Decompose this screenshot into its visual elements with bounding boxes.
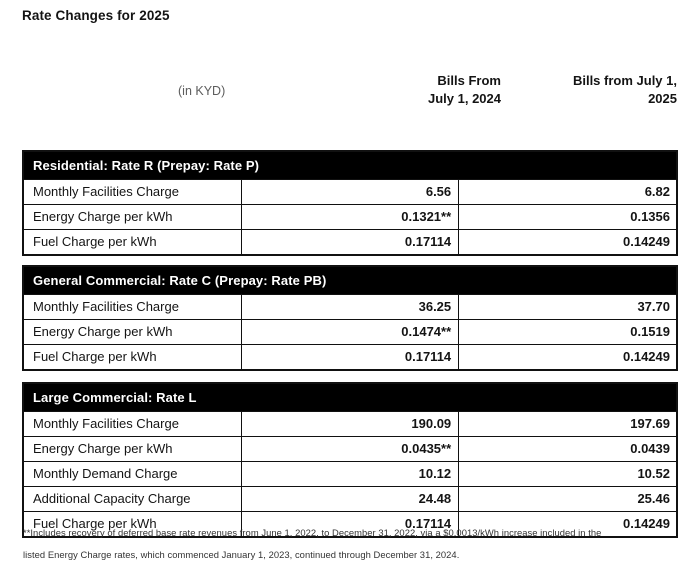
row-value-2024: 190.09: [241, 412, 458, 437]
footnote-line-1: **Includes recovery of deferred base rate revenues from June 1, 2022, to December 31, 2022, via a $0.0013/kWh increase included in the: [23, 527, 602, 538]
row-value-2024: 0.0435**: [241, 437, 458, 462]
table-row: [24, 345, 676, 370]
table-band-label: Residential: Rate R (Prepay: Rate P): [24, 152, 676, 180]
rate-table-general-commercial: [22, 265, 678, 371]
row-value-2025: 0.1356: [459, 205, 676, 230]
row-value-2025: 0.0439: [459, 437, 676, 462]
table-band-label: General Commercial: Rate C (Prepay: Rate PB): [24, 267, 676, 295]
row-label: Energy Charge per kWh: [24, 320, 241, 345]
currency-unit-label: (in KYD): [178, 84, 226, 98]
rate-table-large-commercial-grid: [24, 384, 676, 536]
row-value-2025: 37.70: [459, 295, 676, 320]
row-label: Monthly Facilities Charge: [24, 295, 241, 320]
table-band-row: [24, 152, 676, 180]
table-row: [24, 412, 676, 437]
row-value-2025: 0.1519: [459, 320, 676, 345]
rate-table-residential-body: [24, 152, 676, 254]
rate-table-residential-grid: [24, 152, 676, 254]
table-row: [24, 320, 676, 345]
row-value-2024: 6.56: [241, 180, 458, 205]
table-row: [24, 437, 676, 462]
table-row: [24, 462, 676, 487]
table-row: [24, 205, 676, 230]
table-row: [24, 180, 676, 205]
table-row: [24, 295, 676, 320]
table-band-label: Large Commercial: Rate L: [24, 384, 676, 412]
row-value-2025: 10.52: [459, 462, 676, 487]
row-value-2024: 10.12: [241, 462, 458, 487]
page-title: Rate Changes for 2025: [22, 8, 170, 23]
table-band-row: [24, 267, 676, 295]
row-label: Energy Charge per kWh: [24, 437, 241, 462]
row-value-2025: 0.14249: [459, 230, 676, 255]
row-label: Monthly Facilities Charge: [24, 180, 241, 205]
row-value-2025: 197.69: [459, 412, 676, 437]
row-value-2024: 0.17114: [241, 345, 458, 370]
row-value-2024: 0.17114: [241, 230, 458, 255]
rate-table-large-commercial-body: [24, 384, 676, 536]
footnote-line-2: listed Energy Charge rates, which commenced January 1, 2023, continued through December 31, 2024.: [23, 549, 460, 560]
row-label: Fuel Charge per kWh: [24, 230, 241, 255]
row-value-2024: 0.1321**: [241, 205, 458, 230]
table-row: [24, 230, 676, 255]
column-header-bills-from-july-2024: [380, 72, 508, 108]
column-header-b-line1: Bills from July 1,: [572, 73, 677, 88]
row-value-2025: 0.14249: [459, 345, 676, 370]
row-value-2025: 25.46: [459, 487, 676, 512]
row-label: Monthly Demand Charge: [24, 462, 241, 487]
row-label: Fuel Charge per kWh: [24, 512, 241, 537]
column-header-band: [0, 72, 696, 124]
row-label: Monthly Facilities Charge: [24, 412, 241, 437]
row-label: Fuel Charge per kWh: [24, 345, 241, 370]
row-value-2025: 0.14249: [459, 512, 676, 537]
row-value-2024: 0.1474**: [241, 320, 458, 345]
row-value-2024: 24.48: [241, 487, 458, 512]
rate-table-general-commercial-grid: [24, 267, 676, 369]
rate-table-large-commercial: [22, 382, 678, 538]
table-band-row: [24, 384, 676, 412]
column-header-b-line2: 2025: [648, 91, 677, 106]
footnote: [23, 522, 683, 566]
column-header-bills-from-july-2025: [508, 72, 678, 108]
row-label: Energy Charge per kWh: [24, 205, 241, 230]
rate-table-general-commercial-body: [24, 267, 676, 369]
row-value-2024: 36.25: [241, 295, 458, 320]
column-header-a-line2: July 1, 2024: [428, 91, 501, 106]
row-label: Additional Capacity Charge: [24, 487, 241, 512]
row-value-2024: 0.17114: [241, 512, 458, 537]
table-row: [24, 487, 676, 512]
column-header-a-line1: Bills From: [437, 73, 501, 88]
row-value-2025: 6.82: [459, 180, 676, 205]
rate-table-residential: [22, 150, 678, 256]
